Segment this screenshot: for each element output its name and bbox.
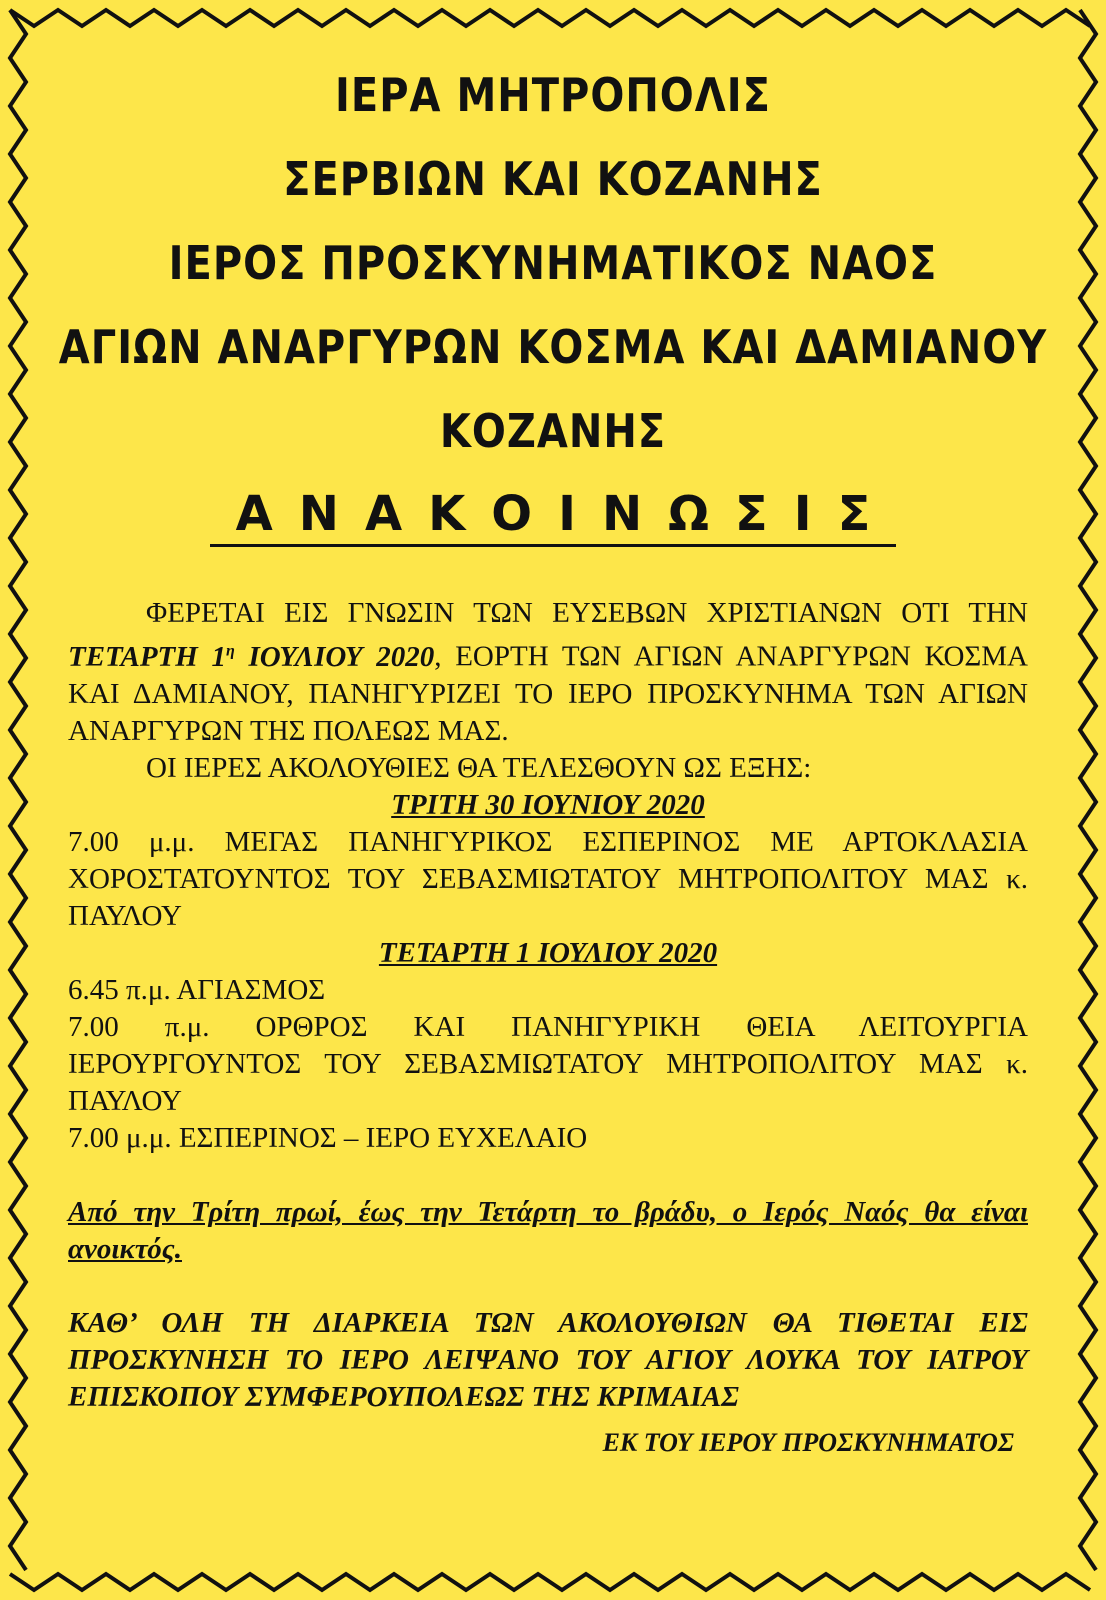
open-notice: Από την Τρίτη πρωί, έως την Τετάρτη το βράδυ, ο Ιερός Ναός θα είναι ανοικτός. — [68, 1195, 1028, 1265]
header-line-4: ΑΓΙΩΝ ΑΝΑΡΓΥΡΩΝ ΚΟΣΜΑ ΚΑΙ ΔΑΜΙΑΝΟΥ — [58, 321, 1048, 375]
header-line-3: ΙΕΡΟΣ ΠΡΟΣΚΥΝΗΜΑΤΙΚΟΣ ΝΑΟΣ — [168, 237, 938, 291]
announcement-page — [48, 0, 1058, 1600]
signature: ΕΚ ΤΟΥ ΙΕΡΟΥ ΠΡΟΣΚΥΝΗΜΑΤΟΣ — [602, 1428, 1014, 1457]
header-line-2: ΣΕΡΒΙΩΝ ΚΑΙ ΚΟΖΑΝΗΣ — [283, 153, 823, 207]
day1-heading: ΤΡΙΤΗ 30 ΙΟΥΝΙΟΥ 2020 — [391, 788, 705, 821]
day2-service-3: 7.00 μ.μ. ΕΣΠΕΡΙΝΟΣ – ΙΕΡΟ ΕΥΧΕΛΑΙΟ — [68, 1121, 588, 1154]
announcement-body — [68, 595, 1028, 1416]
day2-service-1: 6.45 π.μ. ΑΓΙΑΣΜΟΣ — [68, 973, 326, 1006]
relic-notice: ΚΑΘ’ ΟΛΗ ΤΗ ΔΙΑΡΚΕΙΑ ΤΩΝ ΑΚΟΛΟΥΘΙΩΝ ΘΑ ΤΙΘΕΤΑΙ ΕΙΣ ΠΡΟΣΚΥΝΗΣΗ ΤΟ ΙΕΡΟ ΛΕΙΨΑΝΟ ΤΟΥ ΑΓΙΟΥ ΛΟΥΚΑ ΤΟΥ ΙΑΤΡΟΥ ΕΠΙΣΚΟΠΟΥ ΣΥΜΦΕΡΟΥΠΟΛΕΩΣ ΤΗΣ ΚΡΙΜΑΙΑΣ — [68, 1306, 1028, 1413]
intro-paragraph: ΦΕΡΕΤΑΙ ΕΙΣ ΓΝΩΣΙΝ ΤΩΝ ΕΥΣΕΒΩΝ ΧΡΙΣΤΙΑΝΩΝ ΟΤΙ ΤΗΝ ΤΕΤΑΡΤΗ $1^\eta$ ΙΟΥΛΙΟΥ 2020, ΕΟΡΤΗ ΤΩΝ ΑΓΙΩΝ ΑΝΑΡΓΥΡΩΝ ΚΟΣΜΑ ΚΑΙ ΔΑΜΙΑΝΟΥ, ΠΑΝΗΓΥΡΙΖΕΙ ΤΟ ΙΕΡΟ ΠΡΟΣΚΥΝΗΜΑ ΤΩΝ ΑΓΙΩΝ ΑΝΑΡΓΥΡΩΝ ΤΗΣ ΠΟΛΕΩΣ ΜΑΣ. — [68, 597, 1028, 747]
day2-heading: ΤΕΤΑΡΤΗ 1 ΙΟΥΛΙΟΥ 2020 — [378, 936, 718, 969]
services-intro: ΟΙ ΙΕΡΕΣ ΑΚΟΛΟΥΘΙΕΣ ΘΑ ΤΕΛΕΣΘΟΥΝ ΩΣ ΕΞΗΣ: — [146, 751, 812, 784]
header-line-1: ΙΕΡΑ ΜΗΤΡΟΠΟΛΙΣ — [335, 69, 771, 123]
day2-service-2: 7.00 π.μ. ΟΡΘΡΟΣ ΚΑΙ ΠΑΝΗΓΥΡΙΚΗ ΘΕΙΑ ΛΕΙΤΟΥΡΓΙΑ ΙΕΡΟΥΡΓΟΥΝΤΟΣ ΤΟΥ ΣΕΒΑΣΜΙΩΤΑΤΟΥ ΜΗΤΡΟΠΟΛΙΤΟΥ ΜΑΣ κ. ΠΑΥΛΟΥ — [68, 1010, 1028, 1117]
day1-service-1: 7.00 μ.μ. ΜΕΓΑΣ ΠΑΝΗΓΥΡΙΚΟΣ ΕΣΠΕΡΙΝΟΣ ΜΕ ΑΡΤΟΚΛΑΣΙΑ ΧΟΡΟΣΤΑΤΟΥΝΤΟΣ ΤΟΥ ΣΕΒΑΣΜΙΩΤΑΤΟΥ ΜΗΤΡΟΠΟΛΙΤΟΥ ΜΑΣ κ. ΠΑΥΛΟΥ — [68, 825, 1028, 932]
feast-date: ΤΕΤΑΡΤΗ $1^\eta$ ΙΟΥΛΙΟΥ 2020 — [68, 640, 435, 673]
header-line-5: ΚΟΖΑΝΗΣ — [439, 405, 667, 459]
announcement-title: ΑΝΑΚΟΙΝΩΣΙΣ — [210, 490, 897, 547]
